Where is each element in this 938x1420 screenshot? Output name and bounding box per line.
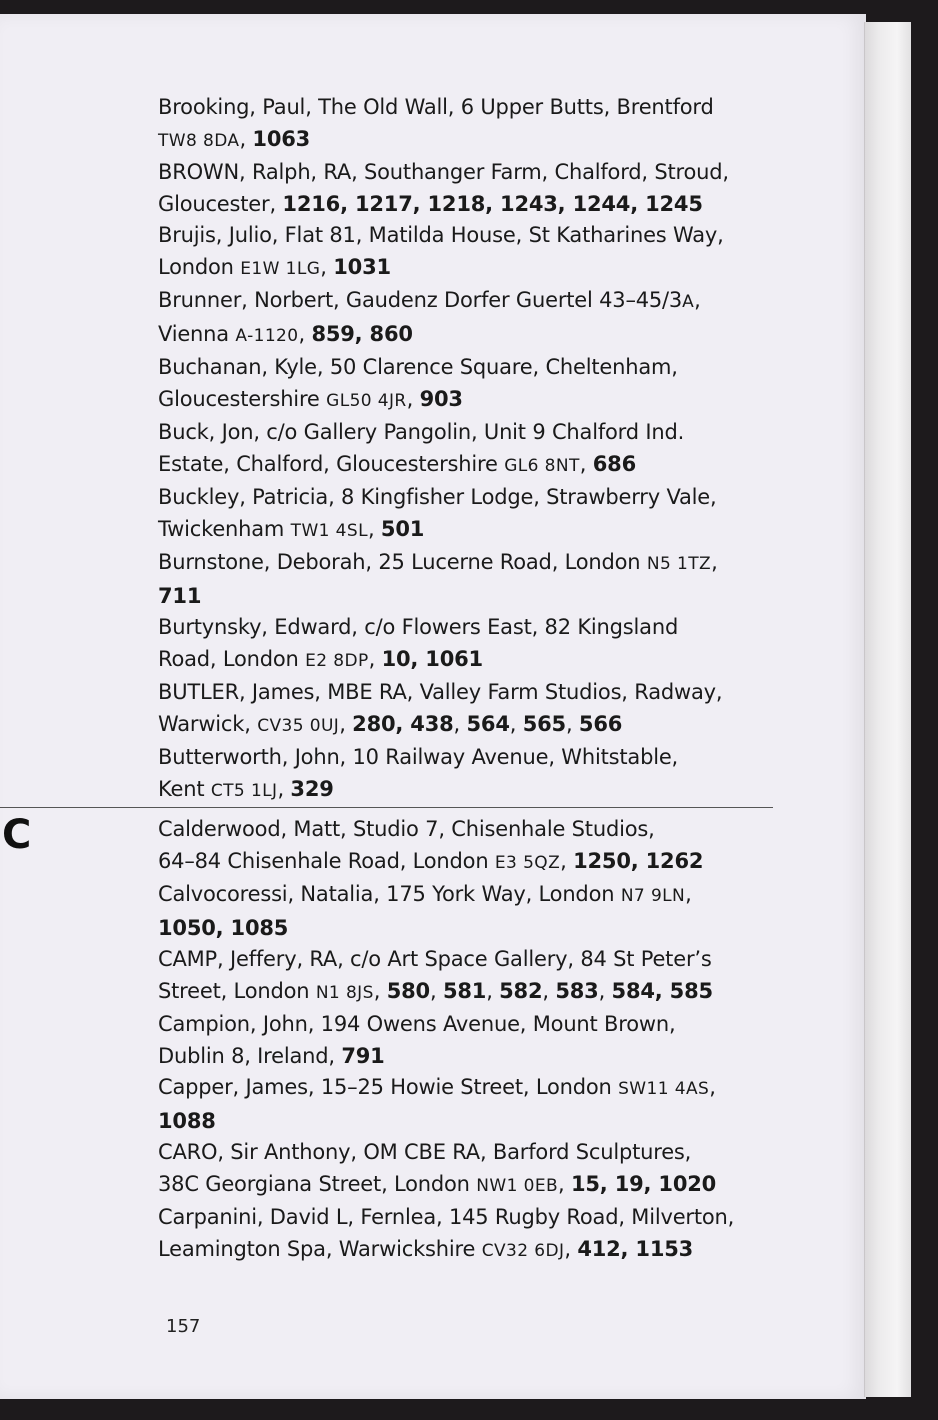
entry-text: Campion, John, 194 Owens Avenue, Mount Brown, [158,1012,676,1036]
postcode: SW11 4AS [618,1079,710,1099]
entry-text: Twickenham [158,516,291,541]
page-stack-edge [864,22,911,1397]
entry-first-line [158,417,798,449]
page-ref: 329 [290,776,334,801]
entry-continuation-line [158,252,798,286]
entry-text: Estate, Chalford, Gloucestershire [158,451,505,476]
entry-continuation-line [158,644,798,678]
section-divider [0,807,773,808]
entry-continuation-line [158,189,798,221]
entry-first-line [158,1072,798,1106]
entry-continuation-line [158,976,798,1010]
entry-text: , [277,776,291,801]
entry-text: , [709,1075,716,1099]
entry-first-line [158,352,798,384]
entry-continuation-line [158,1169,798,1203]
index-entry [158,1009,798,1072]
entry-text: , [564,1236,578,1261]
index-entry [158,612,798,677]
page-ref: 1216, 1217, 1218, 1243, 1244, 1245 [282,191,703,216]
postcode: N5 1TZ [646,554,712,574]
postcode: TW8 8DA [158,130,240,151]
postcode: E2 8DP [305,650,369,671]
index-entry [158,677,798,742]
index-entry [158,547,798,612]
page-ref: 791 [341,1043,385,1068]
entry-text: Gloucestershire [158,386,327,411]
postcode: A-1120 [235,325,299,346]
entry-text: , [373,978,387,1003]
entry-text: Buchanan, Kyle, 50 Clarence Square, Cheltenham, [158,355,678,379]
entry-text: Brujis, Julio, Flat 81, Matilda House, St Katharines Way, [158,223,724,247]
index-entry [158,220,798,285]
entry-first-line [158,677,798,709]
postcode: N1 8JS [315,982,374,1003]
entry-first-line [158,879,798,913]
entry-first-line [158,944,798,976]
index-entry [158,1202,798,1267]
entry-text: , [367,516,381,541]
postcode: E3 5QZ [494,852,561,873]
postcode: GL6 8NT [504,455,580,476]
entry-text: Butterworth, John, 10 Railway Avenue, Whitstable, [158,745,679,769]
section-letter: C [2,812,32,858]
entry-first-line [158,92,798,124]
index-section-c [158,814,798,1267]
postcode: N7 9LN [620,886,686,906]
entry-text: , [406,386,420,411]
entry-text: Burtynsky, Edward, c/o Flowers East, 82 Kingsland [158,615,679,639]
index-entry [158,352,798,417]
postcode: TW1 4SL [290,520,368,541]
entry-first-line [158,742,798,774]
entry-text: Carpanini, David L, Fernlea, 145 Rugby Road, Milverton, [158,1205,735,1229]
entry-text: 38C Georgiana Street, London [158,1171,477,1196]
page-ref: 1050, 1085 [158,915,289,940]
page-ref: 15, 19, 1020 [570,1171,717,1196]
entry-text: Calderwood, Matt, Studio 7, Chisenhale Studios, [158,817,655,841]
postcode: GL50 4JR [326,390,407,411]
entry-continuation-line [158,1041,798,1073]
entry-text: Road, London [158,646,306,671]
page-ref: 566 [578,711,623,736]
entry-text: , [239,126,253,151]
entry-text: , [579,451,593,476]
entry-text: , [685,882,692,906]
entry-text: , [368,646,382,671]
entry-text: , [598,978,612,1003]
page-ref: 686 [592,451,636,476]
entry-text: , [429,978,443,1003]
page-ref: 582 [499,978,543,1003]
entry-text: Capper, James, 15–25 Howie Street, London [158,1075,619,1099]
entry-continuation-line [158,774,798,808]
page-ref: 580 [386,978,430,1003]
entry-continuation-line [158,319,798,353]
index-entry [158,92,798,157]
page-ref: 501 [380,516,425,541]
postcode: CT5 1LJ [210,780,278,801]
entry-text: Vienna [158,321,236,346]
page-ref: 10, 1061 [381,646,483,671]
entry-first-line [158,220,798,252]
entry-text: , [298,321,312,346]
page-ref: 280, 438 [352,711,454,736]
entry-text: BUTLER, James, MBE RA, Valley Farm Studios, Radway, [158,680,723,704]
entry-first-line [158,157,798,189]
entry-continuation-line [158,581,798,613]
entry-first-line [158,547,798,581]
entry-text: , [339,711,353,736]
index-entry [158,742,798,807]
page-number: 157 [166,1316,201,1337]
page-ref: 1063 [252,126,311,151]
entry-text: CAMP, Jeffery, RA, c/o Art Space Gallery, 84 St Peter’s [158,947,712,971]
entry-text: Warwick, [158,711,258,736]
entry-first-line [158,482,798,514]
postcode: E1W 1LG [240,258,321,279]
entry-text: Dublin 8, Ireland, [158,1043,342,1068]
entry-text: Burnstone, Deborah, 25 Lucerne Road, London [158,550,647,574]
entry-continuation-line [158,1234,798,1268]
page-ref: 1088 [158,1108,216,1133]
page-ref: 584, 585 [611,978,713,1003]
entry-text: 64–84 Chisenhale Road, London [158,848,495,873]
index-entry [158,814,798,879]
entry-text: CARO, Sir Anthony, OM CBE RA, Barford Sculptures, [158,1140,692,1164]
entry-text: , [694,288,701,312]
entry-text: , [560,848,574,873]
entry-text: , [453,711,467,736]
entry-continuation-line [158,124,798,158]
entry-text: Buckley, Patricia, 8 Kingfisher Lodge, Strawberry Vale, [158,485,717,509]
page-ref: 859, 860 [311,321,413,346]
postcode: CV35 0UJ [257,715,340,736]
entry-text: , [711,550,718,574]
page-ref: 1031 [333,254,391,279]
entry-text: , [558,1171,571,1196]
entry-text: , [542,978,556,1003]
index-entry [158,285,798,352]
postcode: CV32 6DJ [481,1240,565,1261]
page-ref: 581 [442,978,487,1003]
index-entry [158,482,798,547]
entry-text: Street, London [158,978,316,1003]
postcode: A [682,292,695,312]
entry-continuation-line [158,384,798,418]
entry-first-line [158,814,798,846]
entry-continuation-line [158,846,798,880]
entry-first-line [158,612,798,644]
entry-text: , [320,254,334,279]
entry-text: Calvocoressi, Natalia, 175 York Way, London [158,882,621,906]
page-ref: 903 [419,386,463,411]
index-entry [158,879,798,944]
postcode: NW1 0EB [476,1175,559,1196]
entry-text: Brooking, Paul, The Old Wall, 6 Upper Butts, Brentford [158,95,714,119]
page-ref: 564 [466,711,510,736]
entry-text: BROWN, Ralph, RA, Southanger Farm, Chalford, Stroud, [158,160,729,184]
index-entry [158,417,798,482]
entry-text: , [509,711,523,736]
entry-text: Leamington Spa, Warwickshire [158,1236,482,1261]
entry-text: Gloucester, [158,191,283,216]
page-ref: 565 [522,711,566,736]
page-ref: 711 [158,583,202,608]
index-entry [158,1137,798,1202]
entry-text: Brunner, Norbert, Gaudenz Dorfer Guertel 43–45/3 [158,288,683,312]
index-entry [158,944,798,1009]
entry-first-line [158,285,798,319]
index-entry [158,1072,798,1137]
entry-text: , [565,711,579,736]
entry-first-line [158,1009,798,1041]
page-ref: 412, 1153 [577,1236,694,1261]
entry-continuation-line [158,709,798,743]
page-ref: 583 [555,978,599,1003]
index-section-b [158,92,798,807]
entry-text: London [158,254,241,279]
page-ref: 1250, 1262 [573,848,704,873]
entry-continuation-line [158,514,798,548]
entry-text: , [486,978,500,1003]
entry-continuation-line [158,1106,798,1138]
entry-continuation-line [158,913,798,945]
entry-text: Kent [158,776,211,801]
entry-first-line [158,1202,798,1234]
entry-continuation-line [158,449,798,483]
entry-text: Buck, Jon, c/o Gallery Pangolin, Unit 9 Chalford Ind. [158,420,685,444]
entry-first-line [158,1137,798,1169]
index-entry [158,157,798,220]
